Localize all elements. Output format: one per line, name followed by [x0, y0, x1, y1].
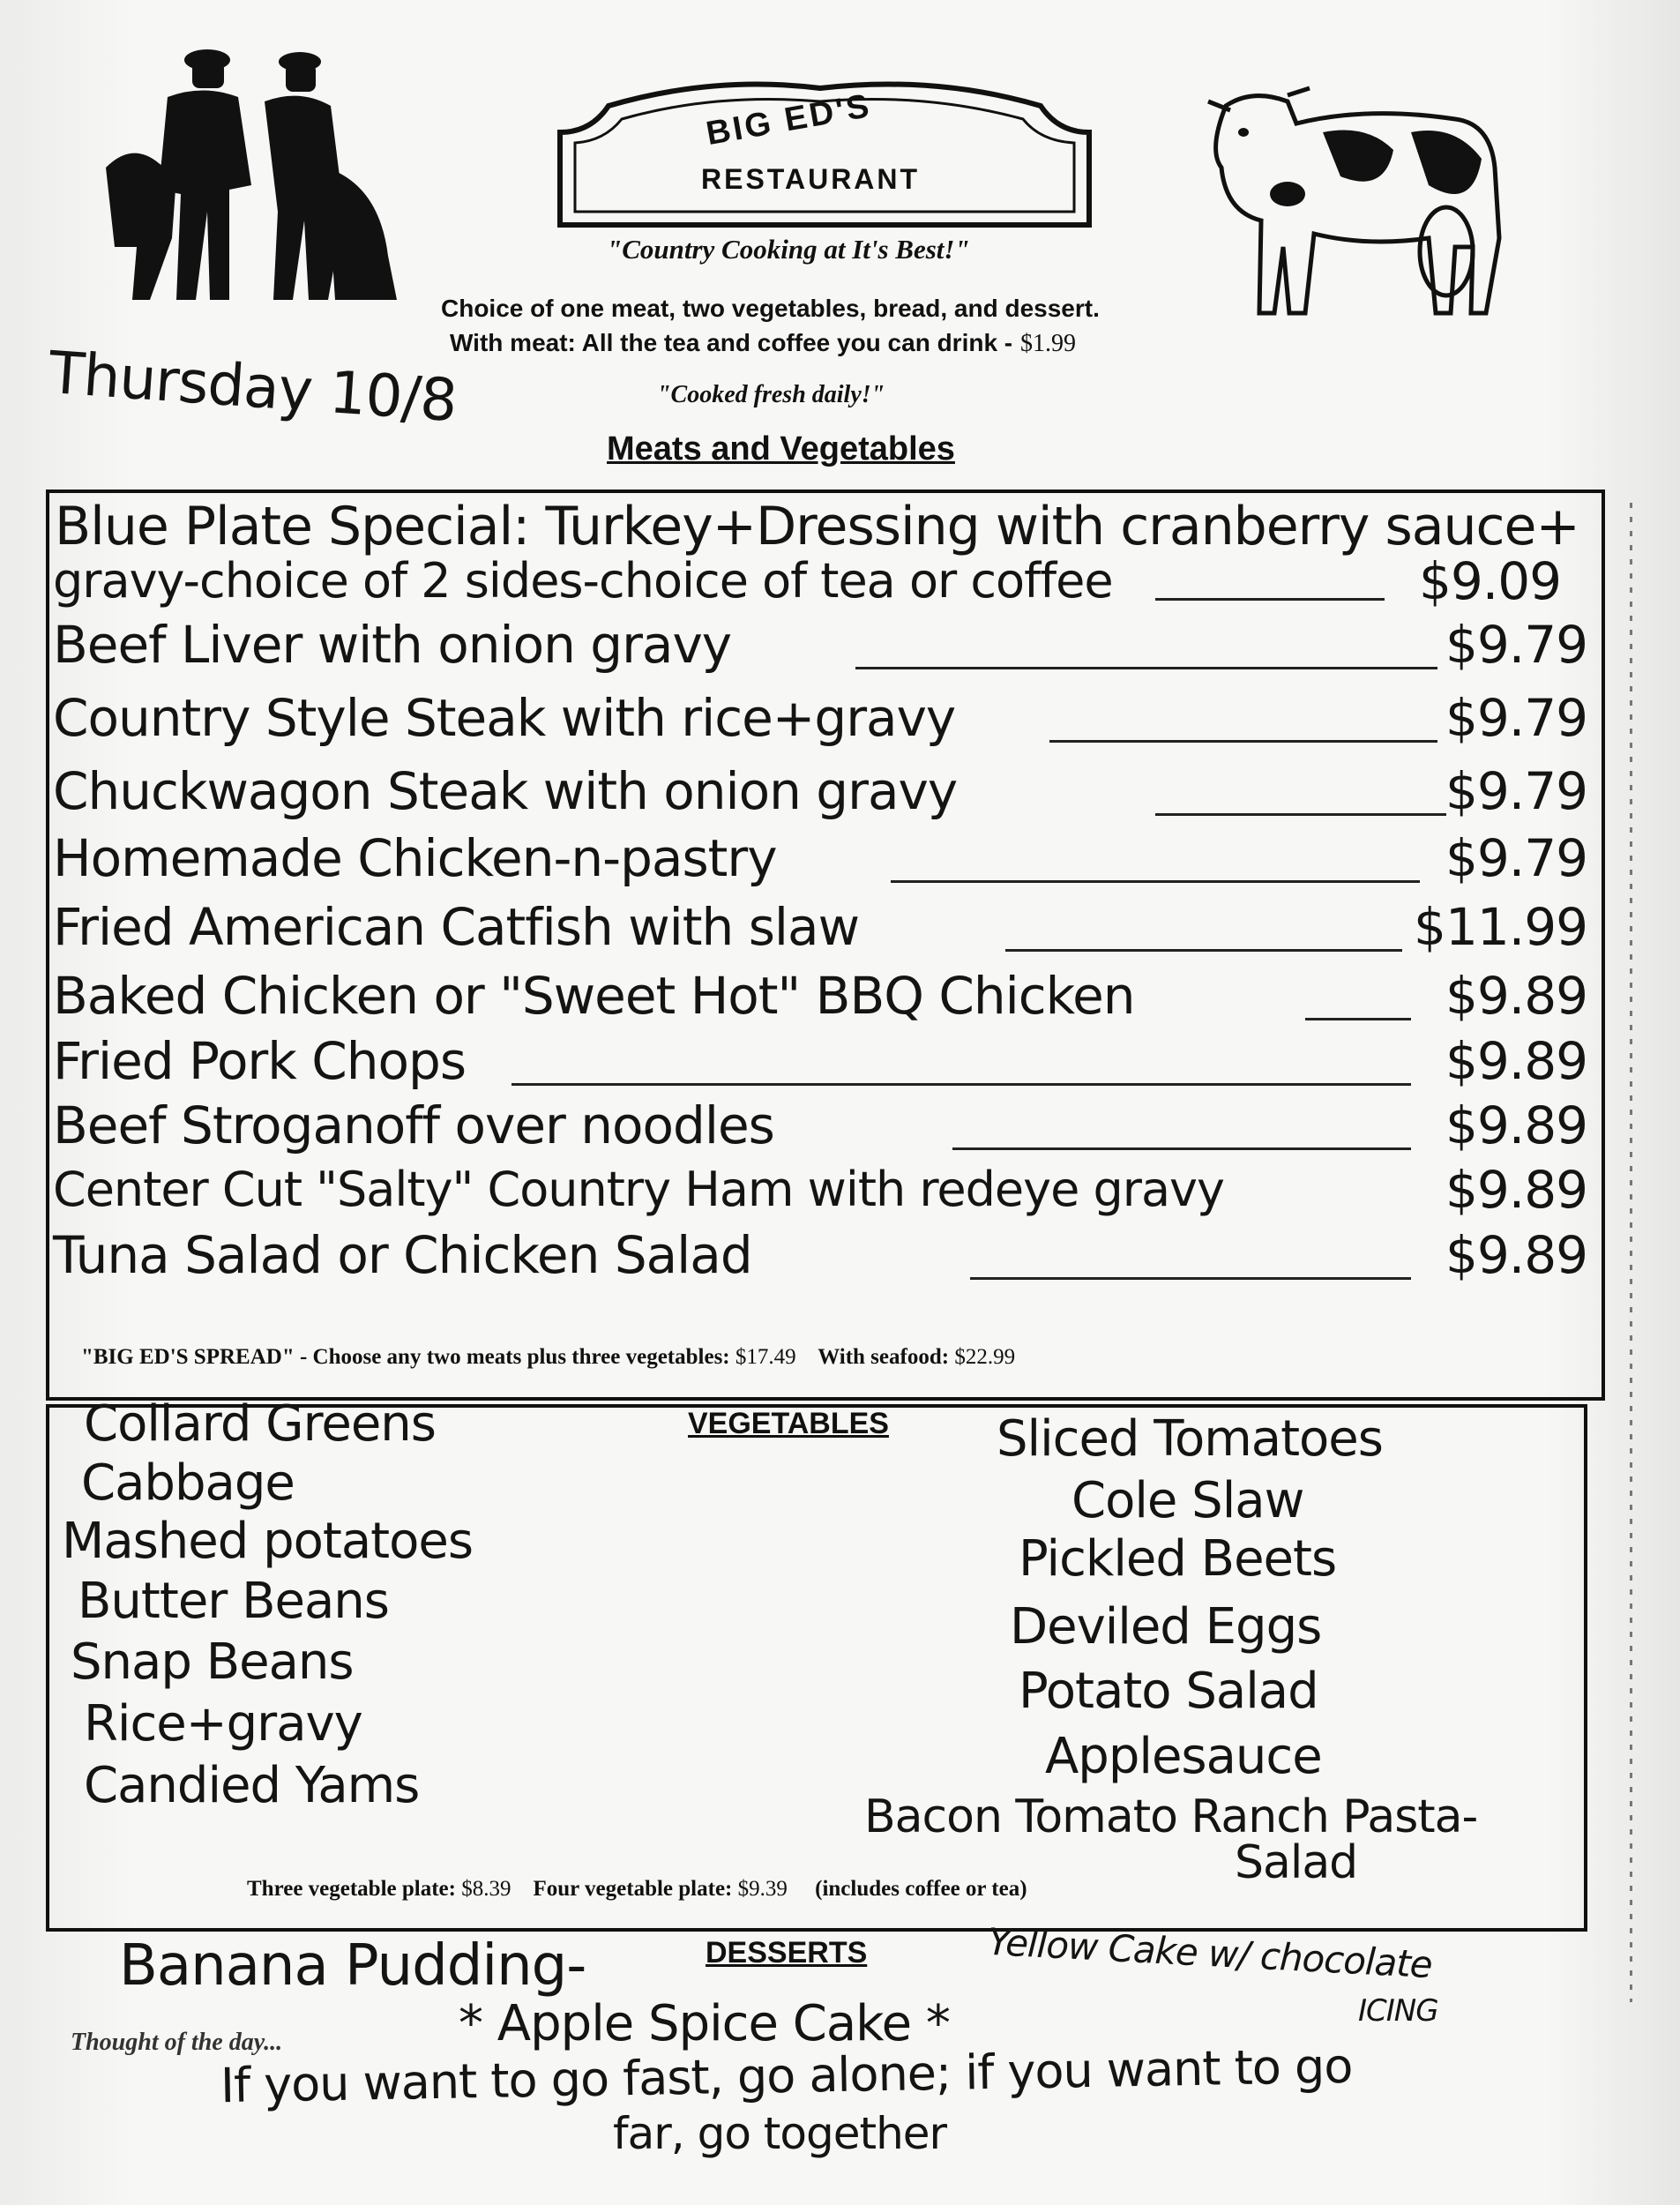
- cooked-fresh: "Cooked fresh daily!": [657, 381, 885, 408]
- dessert-item: Banana Pudding-: [119, 1933, 586, 1999]
- thought-line-2: far, go together: [613, 2108, 947, 2159]
- vegetable-item: Bacon Tomato Ranch Pasta-: [864, 1790, 1478, 1843]
- special-leader: [1155, 598, 1385, 601]
- three-veg-label: Three vegetable plate:: [247, 1877, 456, 1901]
- meat-price: $9.89: [1445, 1225, 1587, 1285]
- spread-price: $17.49: [735, 1345, 796, 1369]
- spread-seafood-price: $22.99: [954, 1345, 1016, 1369]
- meat-name: Chuckwagon Steak with onion gravy: [53, 761, 958, 821]
- special-row: [53, 551, 1587, 611]
- vegetable-item: Salad: [1235, 1836, 1358, 1889]
- meat-name: Country Style Steak with rice+gravy: [53, 688, 956, 748]
- vegetables-title: VEGETABLES: [688, 1407, 889, 1440]
- three-veg-price: $8.39: [461, 1877, 511, 1901]
- vegetable-item: Collard Greens: [84, 1395, 436, 1453]
- meat-price: $9.79: [1445, 688, 1587, 748]
- four-veg-price: $9.39: [737, 1877, 788, 1901]
- farmers-silhouette-image: [97, 35, 414, 309]
- meat-leader: [511, 1083, 1411, 1086]
- dessert-item: ICING: [1358, 1993, 1438, 2029]
- meat-row: [53, 1160, 1587, 1220]
- vegetable-item: Mashed potatoes: [62, 1513, 474, 1570]
- meat-row: [53, 761, 1587, 821]
- spread-line: [81, 1345, 1015, 1370]
- meat-row: [53, 688, 1587, 748]
- meat-price: $9.79: [1445, 615, 1587, 675]
- meat-row: [53, 1095, 1587, 1155]
- offer-line-1: Choice of one meat, two vegetables, bread, and dessert.: [441, 295, 1100, 322]
- vegetable-item: Snap Beans: [71, 1633, 354, 1691]
- vegetable-item: Deviled Eggs: [1010, 1598, 1322, 1656]
- meat-name: Fried American Catfish with slaw: [53, 897, 860, 957]
- meat-name: Tuna Salad or Chicken Salad: [53, 1225, 752, 1285]
- meat-price: $9.89: [1445, 1095, 1587, 1155]
- four-veg-label: Four vegetable plate:: [533, 1877, 733, 1901]
- meat-leader: [952, 1147, 1411, 1150]
- desserts-title: DESSERTS: [706, 1936, 868, 1970]
- meat-row: [53, 966, 1587, 1026]
- vegetable-plate-prices: [247, 1877, 1027, 1902]
- meat-price: $9.89: [1445, 1031, 1587, 1091]
- vegetable-item: Cole Slaw: [1071, 1472, 1304, 1529]
- meat-row: [53, 897, 1587, 957]
- meat-price: $9.89: [1445, 966, 1587, 1026]
- perforation-edge: [1630, 503, 1632, 2002]
- logo-title: BIG ED'S: [703, 86, 875, 153]
- meat-leader: [1305, 1018, 1411, 1020]
- meat-price: $9.79: [1445, 828, 1587, 888]
- meat-price: $9.89: [1445, 1160, 1587, 1220]
- thought-label: Thought of the day...: [71, 2029, 283, 2056]
- meat-leader: [1049, 740, 1437, 743]
- meat-leader: [970, 1277, 1411, 1280]
- meat-row: [53, 1031, 1587, 1091]
- meat-name: Center Cut "Salty" Country Ham with redeye gravy: [53, 1162, 1224, 1217]
- includes-note: (includes coffee or tea): [815, 1877, 1027, 1901]
- meat-row: [53, 615, 1587, 675]
- meat-leader: [891, 880, 1420, 883]
- meat-row: [53, 1225, 1587, 1285]
- vegetable-item: Applesauce: [1045, 1728, 1322, 1785]
- meat-name: Beef Liver with onion gravy: [53, 615, 732, 675]
- thought-line-1: If you want to go fast, go alone; if you want to go: [220, 2037, 1353, 2114]
- meat-row: [53, 828, 1587, 888]
- meat-price: $9.79: [1445, 761, 1587, 821]
- date-handwritten: Thursday 10/8: [46, 338, 459, 436]
- meat-name: Fried Pork Chops: [53, 1031, 467, 1091]
- meat-leader: [855, 667, 1437, 669]
- cow-illustration-image: [1191, 71, 1543, 326]
- spread-label: "BIG ED'S SPREAD" - Choose any two meats plus three vegetables:: [81, 1345, 730, 1369]
- offer-price: $1.99: [1020, 330, 1077, 357]
- meat-name: Beef Stroganoff over noodles: [53, 1095, 774, 1155]
- special-line-2: gravy-choice of 2 sides-choice of tea or coffee: [53, 553, 1113, 609]
- vegetable-item: Pickled Beets: [1019, 1530, 1337, 1588]
- vegetable-item: Sliced Tomatoes: [997, 1410, 1383, 1468]
- special-line-1: Blue Plate Special: Turkey+Dressing with cranberry sauce+: [55, 496, 1579, 557]
- spread-seafood-label: With seafood:: [818, 1345, 950, 1369]
- meat-leader: [1005, 949, 1402, 952]
- meat-name: Homemade Chicken-n-pastry: [53, 828, 777, 888]
- meat-name: Baked Chicken or "Sweet Hot" BBQ Chicken: [53, 966, 1135, 1026]
- offer-line-2-text: With meat: All the tea and coffee you can drink -: [450, 329, 1013, 356]
- offer-line-2: [450, 328, 1076, 358]
- section-title: Meats and Vegetables: [607, 430, 955, 467]
- vegetable-item: Butter Beans: [78, 1573, 389, 1630]
- dessert-item: Yellow Cake w/ chocolate: [987, 1919, 1433, 1987]
- special-price: $9.09: [1418, 551, 1561, 611]
- meat-price: $11.99: [1414, 897, 1587, 957]
- vegetable-item: Candied Yams: [84, 1757, 420, 1814]
- logo-subtitle: RESTAURANT: [701, 163, 921, 195]
- meat-leader: [1155, 813, 1446, 816]
- vegetable-item: Potato Salad: [1019, 1663, 1318, 1720]
- tagline: "Country Cooking at It's Best!": [607, 234, 970, 265]
- vegetable-item: Rice+gravy: [84, 1695, 362, 1753]
- dessert-item: * Apple Spice Cake *: [459, 1995, 950, 2052]
- vegetable-item: Cabbage: [81, 1454, 295, 1512]
